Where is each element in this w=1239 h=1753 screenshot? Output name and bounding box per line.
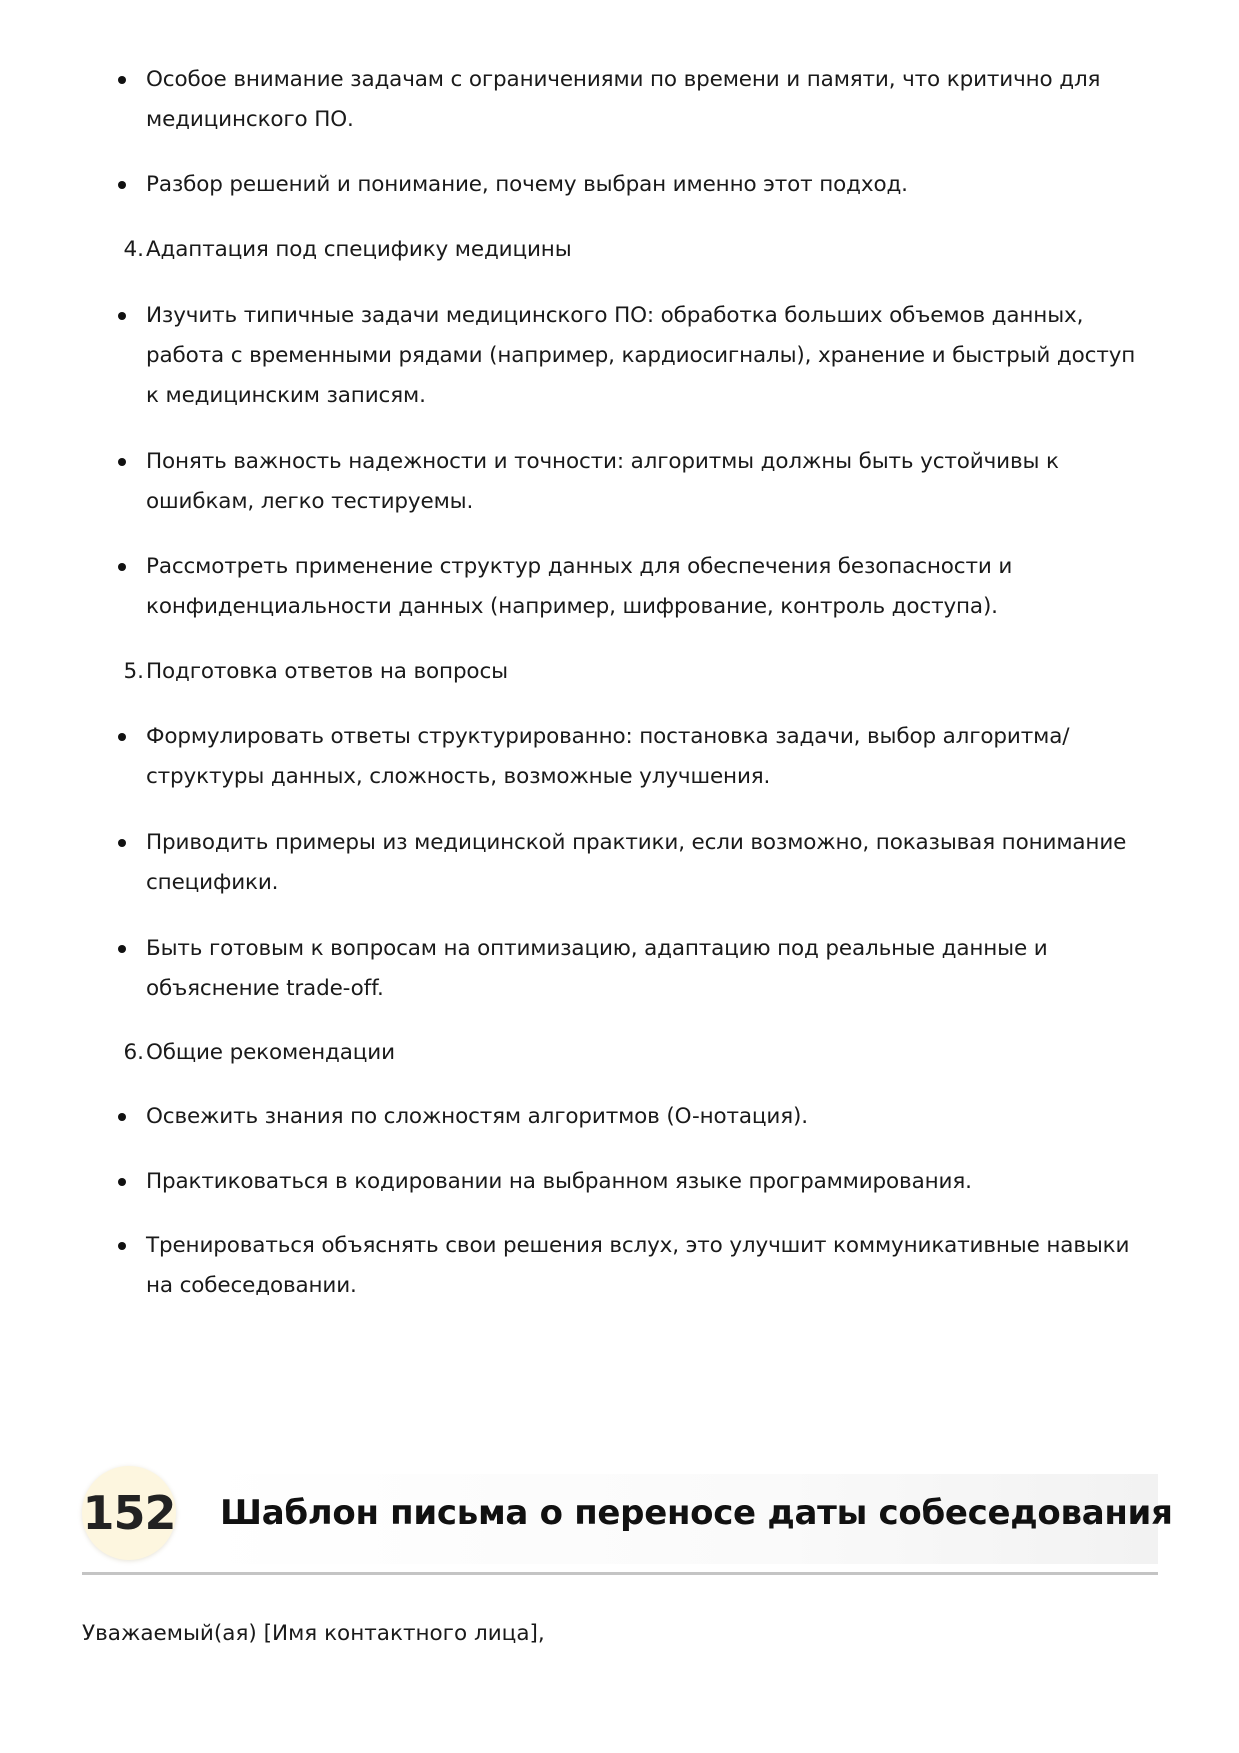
bullet-dot-icon — [118, 1178, 126, 1186]
bullet-dot-icon — [118, 839, 126, 847]
bullet-text-line: работа с временными рядами (например, кардиосигналы), хранение и быстрый доступ — [146, 343, 1136, 368]
chapter-title: Шаблон письма о переносе даты собеседования — [220, 1493, 1173, 1533]
bullet-dot-icon — [118, 458, 126, 466]
bullet-text-line: Приводить примеры из медицинской практики, если возможно, показывая понимание — [146, 830, 1127, 855]
bullet-text-line: Особое внимание задачам с ограничениями по времени и памяти, что критично для — [146, 67, 1101, 92]
bullet-text-line: конфиденциальности данных (например, шифрование, контроль доступа). — [146, 594, 998, 619]
chapter-divider — [82, 1572, 1158, 1575]
bullet-dot-icon — [118, 181, 126, 189]
bullet-text-line: Быть готовым к вопросам на оптимизацию, адаптацию под реальные данные и — [146, 936, 1048, 961]
bullet-dot-icon — [118, 945, 126, 953]
bullet-dot-icon — [118, 76, 126, 84]
list-number: 4. — [123, 237, 144, 262]
bullet-text-line: Формулировать ответы структурированно: постановка задачи, выбор алгоритма/ — [146, 724, 1070, 749]
bullet-text-line: объяснение trade-off. — [146, 976, 384, 1001]
bullet-text-line: Тренироваться объяснять свои решения вслух, это улучшит коммуникативные навыки — [146, 1233, 1130, 1258]
chapter-number-badge — [82, 1466, 176, 1560]
bullet-text-line: Практиковаться в кодировании на выбранном языке программирования. — [146, 1169, 972, 1194]
bullet-text-line: Понять важность надежности и точности: алгоритмы должны быть устойчивы к — [146, 449, 1059, 474]
list-number: 6. — [123, 1040, 144, 1065]
bullet-text-line: медицинского ПО. — [146, 107, 354, 132]
bullet-dot-icon — [118, 312, 126, 320]
bullet-dot-icon — [118, 1113, 126, 1121]
bullet-text-line: Рассмотреть применение структур данных для обеспечения безопасности и — [146, 554, 1013, 579]
bullet-dot-icon — [118, 563, 126, 571]
bullet-text-line: Разбор решений и понимание, почему выбран именно этот подход. — [146, 172, 908, 197]
bullet-dot-icon — [118, 1242, 126, 1250]
bullet-text-line: Изучить типичные задачи медицинского ПО: обработка больших объемов данных, — [146, 303, 1084, 328]
list-number: 5. — [123, 659, 144, 684]
bullet-text-line: специфики. — [146, 870, 279, 895]
bullet-text-line: структуры данных, сложность, возможные улучшения. — [146, 764, 771, 789]
bullet-text-line: на собеседовании. — [146, 1273, 357, 1298]
list-heading: Адаптация под специфику медицины — [146, 237, 572, 262]
letter-greeting: Уважаемый(ая) [Имя контактного лица], — [82, 1621, 545, 1646]
chapter-number: 152 — [82, 1486, 176, 1540]
bullet-dot-icon — [118, 733, 126, 741]
bullet-text-line: Освежить знания по сложностям алгоритмов (O-нотация). — [146, 1104, 808, 1129]
list-heading: Подготовка ответов на вопросы — [146, 659, 508, 684]
bullet-text-line: ошибкам, легко тестируемы. — [146, 489, 474, 514]
list-heading: Общие рекомендации — [146, 1040, 395, 1065]
chapter-header — [82, 1466, 1173, 1576]
bullet-text-line: к медицинским записям. — [146, 383, 426, 408]
